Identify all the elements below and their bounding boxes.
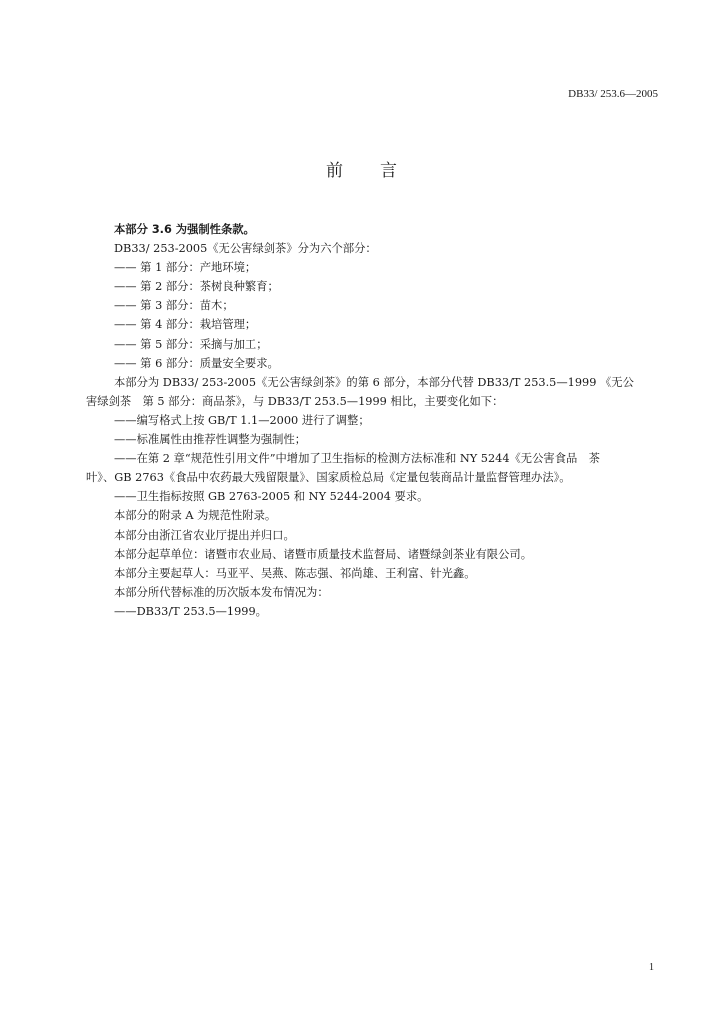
drafting-units: 本部分起草单位：诸暨市农业局、诸暨市质量技术监督局、诸暨绿剑茶业有限公司。 [114,547,532,561]
previous-editions-intro: 本部分所代替标准的历次版本发布情况为： [114,585,329,599]
change-item: ——标准属性由推荐性调整为强制性； [114,433,307,447]
title-char-1: 前 [326,161,344,181]
appendix-statement: 本部分的附录 A 为规范性附录。 [114,509,277,523]
foreword-body [86,220,661,621]
change-item: ——在第 2 章“规范性引用文件”中增加了卫生指标的检测方法标准和 NY 5244《无公害食品 茶 [114,452,600,466]
drafters: 本部分主要起草人：马亚平、吴燕、陈志强、祁尚雄、王利富、针光鑫。 [114,566,476,580]
title-char-2: 言 [380,161,398,181]
change-item-continued: 叶》、GB 2763《食品中农药最大残留限量》、国家质检总局《定量包装商品计量监督管理办法》。 [86,471,571,485]
change-item: ——编写格式上按 GB/T 1.1—2000 进行了调整； [114,413,370,427]
part-item: —— 第 4 部分：栽培管理； [114,318,257,332]
proposer-statement: 本部分由浙江省农业厅提出并归口。 [114,528,295,542]
replacement-statement: 本部分为 DB33/ 253-2005《无公害绿剑茶》的第 6 部分，本部分代替 DB33/T 253.5—1999 《无公 [114,375,634,389]
part-item: —— 第 1 部分：产地环境； [114,261,257,275]
previous-edition-item: ——DB33/T 253.5—1999。 [114,604,267,618]
replacement-statement-continued: 害绿剑茶 第 5 部分：商品茶》，与 DB33/T 253.5—1999 相比，主要变化如下： [86,394,504,408]
part-item: —— 第 2 部分：茶树良种繁育； [114,280,279,294]
change-item: ——卫生指标按照 GB 2763-2005 和 NY 5244-2004 要求。 [114,490,429,504]
page-title [0,156,724,181]
part-item: —— 第 3 部分：苗木； [114,299,234,313]
page-number: 1 [649,962,654,973]
mandatory-clause-statement: 本部分 3.6 为强制性条款。 [114,223,255,236]
document-code: DB33/ 253.6—2005 [568,88,658,100]
part-item: —— 第 5 部分：采摘与加工； [114,337,268,351]
parts-intro: DB33/ 253-2005《无公害绿剑茶》分为六个部分： [114,242,377,256]
part-item: —— 第 6 部分：质量安全要求。 [114,356,279,370]
